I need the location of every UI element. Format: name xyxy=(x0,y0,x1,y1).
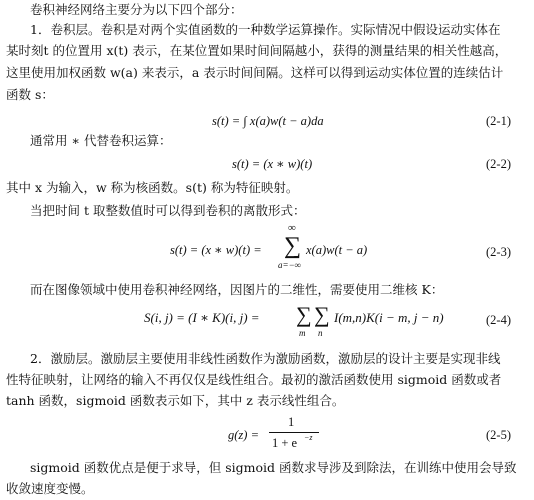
eq3-sum-lower: a=−∞ xyxy=(278,260,302,270)
equation-number-2-5: (2-5) xyxy=(486,428,511,442)
eq4-sum-symbol-n: ∑ xyxy=(314,302,330,327)
conv-paragraph-line-2: 某时刻t 的位置用 x(t) 表示，在某位置如果时间间隔越小，获得的测量结果的相关性越高， xyxy=(6,43,508,58)
eq3-lhs: s(t) = (x ∗ w)(t) = xyxy=(170,243,262,257)
tail-line-2: 收敛速度变慢。 xyxy=(6,481,94,496)
equation-2-1: s(t) = ∫ x(a)w(t − a)da xyxy=(212,114,324,128)
io-text: 其中 x 为输入，w 称为核函数。s(t) 称为特征映射。 xyxy=(6,180,299,195)
eq3-rhs: x(a)w(t − a) xyxy=(306,243,368,257)
act-paragraph-line-2: 性特征映射，让网络的输入不再仅仅是线性组合。最初的激活函数使用 sigmoid 函数或者 xyxy=(6,372,502,387)
conv-paragraph-line-3: 这里使用加权函数 w(a) 来表示，a 表示时间间隔。这样可以得到运动实体位置的连续估计 xyxy=(6,65,504,80)
equation-number-2-2: (2-2) xyxy=(486,157,511,171)
eq5-denominator: 1 + e xyxy=(272,436,298,450)
conv-paragraph-line-4: 函数 s： xyxy=(6,87,54,102)
eq3-sum-symbol: ∑ xyxy=(284,233,302,259)
act-paragraph-line-1: 2．激励层。激励层主要使用非线性函数作为激励函数，激励层的设计主要是实现非线 xyxy=(30,351,501,366)
eq4-sum-symbol-m: ∑ xyxy=(296,302,312,327)
equation-number-2-3: (2-3) xyxy=(486,245,511,259)
eq4-sum-index-n: n xyxy=(318,328,323,338)
equation-number-2-4: (2-4) xyxy=(486,313,511,327)
eq4-sum-index-m: m xyxy=(299,328,306,338)
eq5-lhs: g(z) = xyxy=(228,428,259,442)
notation-text: 通常用 ∗ 代替卷积运算： xyxy=(30,133,172,148)
equation-2-2: s(t) = (x ∗ w)(t) xyxy=(232,157,313,171)
intro-text: 卷积神经网络主要分为以下四个部分： xyxy=(30,2,243,17)
eq3-sum-upper: ∞ xyxy=(288,222,296,234)
eq5-numerator: 1 xyxy=(288,415,295,429)
eq4-rhs: I(m,n)K(i − m, j − n) xyxy=(334,310,444,325)
eq5-exponent: −z xyxy=(304,433,313,442)
image-text: 而在图像领域中使用卷积神经网络，因图片的二维性，需要使用二维核 K： xyxy=(30,282,444,297)
discrete-text: 当把时间 t 取整数值时可以得到卷积的离散形式： xyxy=(30,203,306,218)
conv-paragraph-line-1: 1．卷积层。卷积是对两个实值函数的一种数学运算操作。实际情况中假设运动实体在 xyxy=(30,22,501,37)
tail-line-1: sigmoid 函数优点是便于求导，但 sigmoid 函数求导涉及到除法，在训练中使用会导致 xyxy=(30,460,517,475)
act-paragraph-line-3: tanh 函数，sigmoid 函数表示如下，其中 z 表示线性组合。 xyxy=(6,393,345,408)
equation-number-2-1: (2-1) xyxy=(486,114,511,128)
eq4-lhs: S(i, j) = (I ∗ K)(i, j) = xyxy=(144,310,260,325)
